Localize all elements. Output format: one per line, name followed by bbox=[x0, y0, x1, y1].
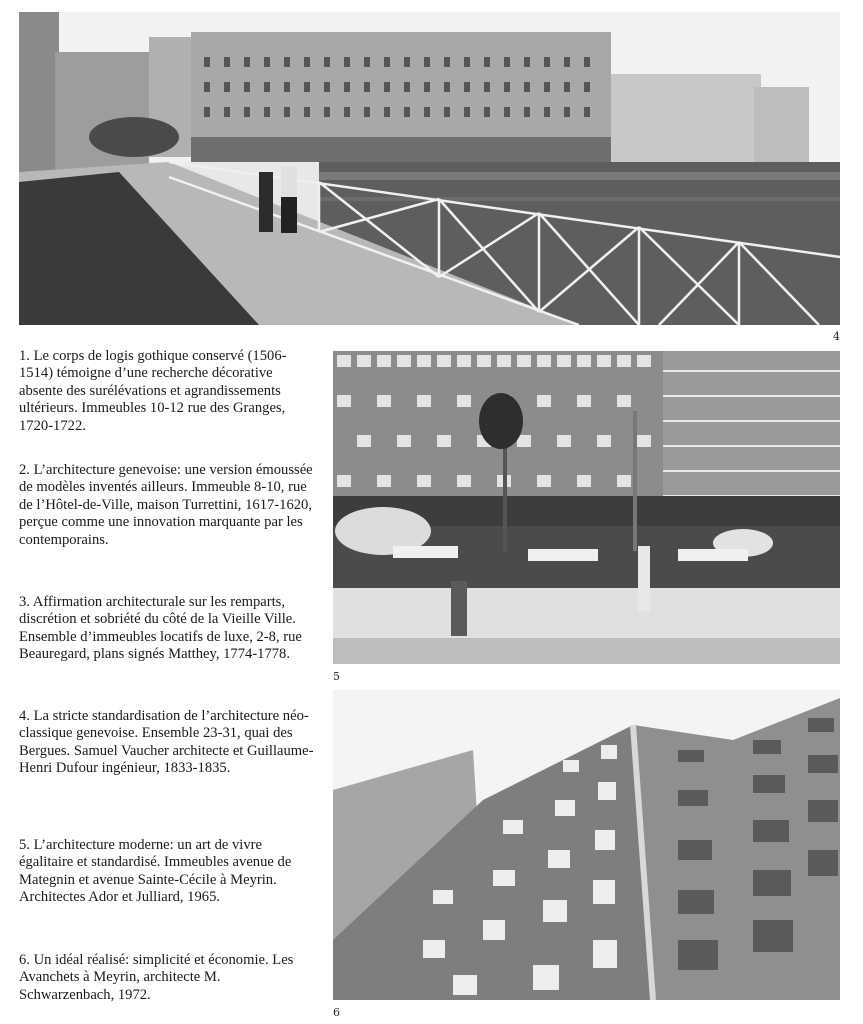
photo-quai-image bbox=[19, 12, 840, 325]
caption-1: 1. Le corps de logis gothique conservé (1506-1514) témoigne d’une recherche décorative absente des surélévations et agrandissements ultérieurs. Immeubles 10-12 rue des Granges, 1720-1722. bbox=[19, 348, 287, 434]
plate-number-5: 5 bbox=[333, 670, 340, 683]
plate-number-4: 4 bbox=[833, 330, 840, 343]
photo-meyrin-image bbox=[333, 351, 840, 664]
photo-avanchets bbox=[333, 690, 840, 1000]
caption-5: 5. L’architecture moderne: un art de vivre égalitaire et standardisé. Immeubles avenue de Mategnin et avenue Sainte-Cécile à Meyrin. Architectes Ador et Julliard, 1965. bbox=[19, 837, 292, 906]
photo-quai-des-bergues bbox=[19, 12, 840, 325]
caption-3: 3. Affirmation architecturale sur les remparts, discrétion et sobriété du côté de la Vieille Ville. Ensemble d’immeubles locatifs de luxe, 2-8, rue Beauregard, plans signés Matthey, 1774-1778. bbox=[19, 594, 302, 663]
photo-avanchets-image bbox=[333, 690, 840, 1000]
plate-number-6: 6 bbox=[333, 1006, 340, 1019]
caption-6: 6. Un idéal réalisé: simplicité et économie. Les Avanchets à Meyrin, architecte M. Schwarzenbach, 1972. bbox=[19, 952, 294, 1003]
photo-meyrin-modern bbox=[333, 351, 840, 664]
caption-2: 2. L’architecture genevoise: une version émoussée de modèles inventés ailleurs. Immeuble 8-10, rue de l’Hôtel-de-Ville, maison Turrettini, 1617-1620, perçue comme une innovation marquante par les contemporains. bbox=[19, 462, 313, 548]
caption-4: 4. La stricte standardisation de l’architecture néo-classique genevoise. Ensemble 23-31, quai des Bergues. Samuel Vaucher architecte et Guillaume-Henri Dufour ingénieur, 1833-1835. bbox=[19, 708, 314, 777]
